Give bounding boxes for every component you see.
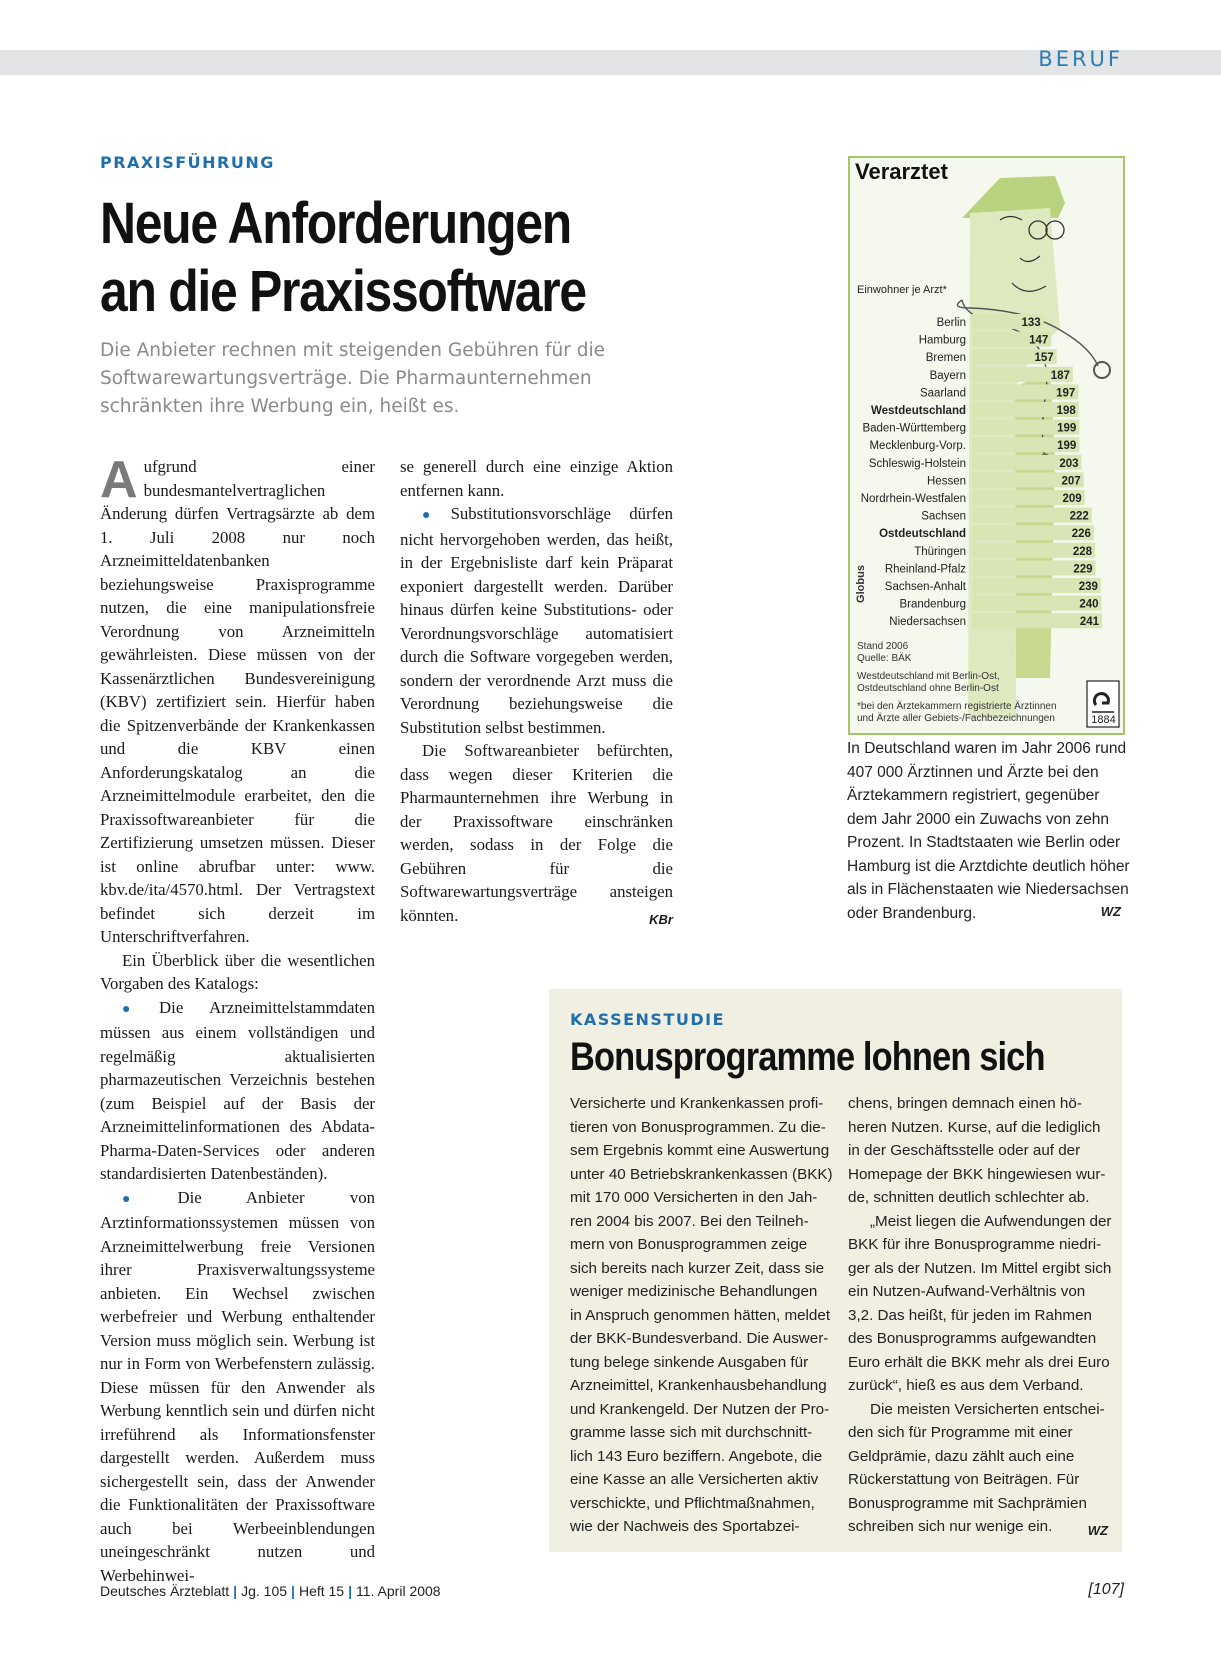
bullet-paragraph: ● Die Anbieter von Arztinformationssystemen müssen von Arzneimittelwerbung freie Versionen ihrer Praxisverwaltungssysteme anbieten. Ein Wechsel zwischen werbefreier und Werbung enthaltender Version muss möglich sein. Werbung ist nur in Form von Werbefenstern zulässig. Diese müssen für den Anwender als Werbung kenntlich sein und dürfen nicht irreführend als Informationsfenster dargestellt werden. Außerdem muss sichergestellt sein, dass der Anwender die Funktionalitäten der Praxissoftware auch bei Werbeeinblendungen uneingeschränkt nutzen und Werbehinwei-: [100, 1187, 375, 1585]
box-text-line: Versicherte und Krankenkassen profi-: [570, 1095, 824, 1112]
chart-note: und Ärzte aller Gebiets-/Fachbezeichnungen: [857, 713, 1055, 724]
box-text-line: verschickte, und Pflichtmaßnahmen,: [570, 1494, 815, 1512]
box-text-line: Euro erhält die BKK mehr als drei Euro: [848, 1353, 1110, 1371]
box-text-line: sich bereits nach kurzer Zeit, dass sie: [570, 1259, 825, 1277]
caption-signature: WZ: [1100, 903, 1121, 919]
box-text-line: in der Geschäftsstelle oder auf der: [848, 1142, 1081, 1159]
chart-note: Ostdeutschland ohne Berlin-Ost: [857, 683, 999, 694]
box-text-line: eine Kasse an alle Versicherten aktiv: [570, 1471, 819, 1488]
box-text-line: unter 40 Betriebskrankenkassen (BKK): [570, 1165, 833, 1183]
chart-category-label: Westdeutschland: [871, 405, 966, 417]
paragraph: Die Softwareanbieter befürchten, dass wegen dieser Kriterien die Pharmaunternehmen ihre Werbung in der Praxissoftware einschränken werden, sodass in der Folge die Gebühren für die Softwarewartungsverträge ansteigen könnten. KBr: [400, 739, 673, 927]
chart-ylabel: Einwohner je Arzt*: [857, 284, 947, 296]
chart-value-label: 226: [1071, 528, 1091, 541]
caption-line: Ärztekammern registriert, gegenüber: [847, 787, 1100, 804]
chart-value-label: 187: [1050, 369, 1070, 382]
chart-value-label: 207: [1061, 475, 1081, 488]
chart-title: Verarztet: [855, 159, 948, 184]
badge-number: 1884: [1091, 714, 1116, 726]
chart-category-label: Baden-Württemberg: [862, 422, 966, 435]
box-text-line: ger als der Nutzen. Im Mittel ergibt sich: [848, 1259, 1112, 1277]
box-text-line: BKK für ihre Bonusprogramme niedri-: [848, 1236, 1102, 1253]
chart-note: Quelle: BÄK: [857, 653, 912, 664]
chart-value-label: 197: [1056, 387, 1076, 400]
chart-caption: [847, 737, 1130, 925]
box-text-line: zurück“, hieß es aus dem Verband.: [848, 1377, 1084, 1394]
box-text-line: in Anspruch genommen hätten, meldet: [570, 1306, 831, 1324]
caption-line: In Deutschland waren im Jahr 2006 rund: [847, 740, 1127, 757]
box-text-line: wie der Nachweis des Sportabzei-: [570, 1518, 800, 1535]
box-text-line: schreiben sich nur wenige ein. WZ: [848, 1515, 1108, 1539]
chart-value-label: 222: [1069, 510, 1089, 523]
deck-line-2: Softwarewartungsverträge. Die Pharmaunternehmen: [100, 368, 592, 389]
box-signature: WZ: [1087, 1523, 1108, 1538]
caption-line: Prozent. In Stadtstaaten wie Berlin oder: [847, 834, 1121, 851]
box-text-line: 3,2. Das heißt, für jeden im Rahmen: [848, 1306, 1092, 1324]
bullet-icon: ●: [122, 1191, 172, 1207]
box-text-line: gramme lasse sich mit durchschnitt-: [570, 1424, 813, 1441]
chart-value-label: 241: [1079, 616, 1099, 629]
bullet-icon: ●: [422, 508, 445, 523]
author-signature: KBr: [649, 911, 673, 927]
chart-value-label: 240: [1079, 598, 1099, 611]
chart-category-label: Ostdeutschland: [879, 528, 966, 541]
drop-cap: A: [100, 451, 138, 509]
box-text-line: de, schnitten deutlich schlechter ab.: [848, 1189, 1090, 1206]
article-column-2: [400, 455, 673, 931]
box-text-line: den sich für Programme mit einer: [848, 1424, 1073, 1441]
chart-category-label: Sachsen: [921, 510, 966, 523]
article-deck: [100, 337, 680, 421]
deck-line-1: Die Anbieter rechnen mit steigenden Gebühren für die: [100, 340, 605, 361]
chart-value-label: 198: [1056, 405, 1076, 417]
article-kicker: PRAXISFÜHRUNG: [100, 153, 275, 172]
box-text-line: und Krankengeld. Der Nutzen der Pro-: [570, 1400, 830, 1418]
headline-line-1: Neue Anforderungen: [100, 191, 571, 256]
box-title: Bonusprogramme lohnen sich: [570, 1035, 1045, 1079]
issue-date: 11. April 2008: [356, 1583, 441, 1599]
chart-value-label: 133: [1021, 317, 1041, 329]
box-kicker: KASSENSTUDIE: [570, 1010, 726, 1029]
box-text-line: ein Nutzen-Aufwand-Verhältnis von: [848, 1283, 1086, 1300]
box-text-line: mern von Bonusprogrammen zeige: [570, 1236, 808, 1253]
page-number: [107]: [1088, 1581, 1124, 1598]
caption-line: als in Flächenstaaten wie Niedersachsen: [847, 881, 1129, 898]
chart-category-label: Hessen: [927, 475, 966, 488]
box-text-line: sem Ergebnis kommt eine Auswertung: [570, 1142, 830, 1159]
chart-category-label: Brandenburg: [899, 598, 966, 611]
chart-value-label: 199: [1057, 440, 1077, 453]
box-text-line: chens, bringen demnach einen hö-: [848, 1095, 1082, 1112]
section-label: BERUF: [1038, 47, 1123, 71]
box-text-line: heren Nutzen. Kurse, auf die lediglich: [848, 1118, 1101, 1136]
box-column-2: [848, 1092, 1112, 1543]
box-text-line: Arzneimittel, Krankenhausbehandlung: [570, 1377, 827, 1394]
caption-line: oder Brandenburg.: [847, 904, 977, 922]
globus-brand: Globus: [854, 565, 867, 603]
volume: Jg. 105: [241, 1583, 288, 1599]
chart-note: *bei den Ärztekammern registrierte Ärztinnen: [857, 701, 1057, 712]
chart-note: Stand 2006: [857, 641, 909, 652]
box-text-line: „Meist liegen die Aufwendungen der: [870, 1212, 1112, 1230]
chart-category-label: Berlin: [936, 317, 966, 329]
bullet-paragraph: ● Substitutionsvorschläge dürfen nicht hervorgehoben werden, das heißt, in der Ergebnisliste darf kein Präparat exponiert dargestellt werden. Darüber hinaus dürfen keine Substitutions- oder Verordnungsvorschläge automatisiert durch die Software vorgegeben werden, sondern der verordnende Arzt muss die Verordnung beziehungsweise die Substitution selbst bestimmen.: [400, 504, 673, 737]
paragraph: Aufgrund einer bundesmantelvertraglichen Änderung dürfen Vertragsärzte ab dem 1. Juli 2008 nur noch Arzneimitteldatenbanken beziehungsweise Praxisprogramme nutzen, die eine manipulationsfreie Verordnung von Arzneimitteln gewährleisten. Diese müssen von der Kassenärztlichen Bundesvereinigung (KBV) zertifiziert sein. Hierfür haben die Spitzenverbände der Krankenkassen und die KBV einen Anforderungskatalog an die Arzneimittelmodule erarbeitet, den die Praxissoftwareanbieter für die Zertifizierung umsetzen müssen. Dieser ist online abrufbar unter: www. kbv.de/ita/4570.html. Der Vertragstext befindet sich derzeit im Unterschriftverfahren.: [100, 451, 375, 946]
chart-category-label: Schleswig-Holstein: [868, 457, 966, 470]
chart-note: Westdeutschland mit Berlin-Ost,: [857, 671, 1000, 682]
box-text-line: tung belege sinkende Ausgaben für: [570, 1353, 809, 1371]
caption-line: 407 000 Ärztinnen und Ärzte bei den: [847, 763, 1099, 781]
chart-value-label: 199: [1057, 422, 1077, 435]
article-headline: [100, 190, 633, 326]
infographic-chart: [848, 156, 1125, 735]
chart-value-label: 157: [1034, 352, 1054, 365]
article-column-1: [100, 451, 375, 1587]
box-text-line: Geldprämie, dazu zählt auch eine: [848, 1447, 1075, 1465]
box-text-line: der BKK-Bundesverband. Die Auswer-: [570, 1330, 829, 1347]
box-text-line: ren 2004 bis 2007. Bei den Teilneh-: [570, 1212, 809, 1230]
chart-category-label: Bayern: [929, 369, 966, 382]
chart-category-label: Hamburg: [918, 334, 966, 347]
box-text-line: Bonusprogramme mit Sachprämien: [848, 1494, 1087, 1512]
chart-category-label: Niedersachsen: [889, 616, 966, 629]
paragraph: Ein Überblick über die wesentlichen Vorgaben des Katalogs:: [100, 950, 375, 993]
chart-value-label: 228: [1072, 545, 1092, 558]
box-text-line: lich 143 Euro beziffern. Angebote, die: [570, 1447, 823, 1465]
chart-value-label: 239: [1078, 581, 1098, 593]
journal-name: Deutsches Ärzteblatt: [100, 1583, 230, 1599]
chart-category-label: Thüringen: [914, 545, 966, 558]
chart-category-label: Mecklenburg-Vorp.: [869, 440, 966, 453]
chart-category-label: Saarland: [919, 387, 966, 400]
chart-category-label: Nordrhein-Westfalen: [860, 493, 966, 505]
bullet-icon: ●: [122, 1001, 154, 1017]
box-column-1: [570, 1092, 833, 1539]
caption-line: Hamburg ist die Arztdichte deutlich höher: [847, 857, 1130, 875]
box-text-line: tieren von Bonusprogrammen. Zu die-: [570, 1118, 826, 1136]
deck-line-3: schränkten ihre Werbung ein, heißt es.: [100, 396, 460, 417]
box-text-line: des Bonusprogramms aufgewandten: [848, 1330, 1097, 1347]
chart-category-label: Bremen: [925, 352, 966, 365]
chart-value-label: 147: [1029, 334, 1049, 347]
box-text-line: Homepage der BKK hingewiesen wur-: [848, 1165, 1106, 1183]
box-text-line: Die meisten Versicherten entschei-: [870, 1400, 1105, 1418]
chart-value-label: 229: [1073, 563, 1093, 576]
issue: Heft 15: [298, 1583, 345, 1599]
headline-line-2: an die Praxissoftware: [100, 259, 586, 324]
chart-value-label: 203: [1059, 457, 1079, 470]
bullet-paragraph: ● Die Arzneimittelstammdaten müssen aus einem vollständigen und regelmäßig aktualisierten pharmazeutischen Verzeichnis bestehen (zum Beispiel auf der Basis der Arzneimittelinformationen des Abdata-Pharma-Daten-Services oder anderen standardisierten Datenbeständen).: [100, 997, 375, 1183]
page-footer: Deutsches Ärzteblatt | Jg. 105 | Heft 15 | 11. April 2008: [100, 1583, 441, 1599]
caption-line: dem Jahr 2000 ein Zuwachs von zehn: [847, 810, 1109, 828]
box-text-line: mit 170 000 Versicherten in den Jah-: [570, 1189, 818, 1206]
chart-value-label: 209: [1062, 493, 1082, 505]
box-text-line: Rückerstattung von Beiträgen. Für: [848, 1471, 1080, 1488]
chart-category-label: Sachsen-Anhalt: [884, 581, 966, 593]
paragraph: se generell durch eine einzige Aktion entfernen kann.: [400, 457, 673, 500]
chart-category-label: Rheinland-Pfalz: [884, 563, 966, 576]
box-text-line: weniger medizinische Behandlungen: [570, 1283, 818, 1300]
